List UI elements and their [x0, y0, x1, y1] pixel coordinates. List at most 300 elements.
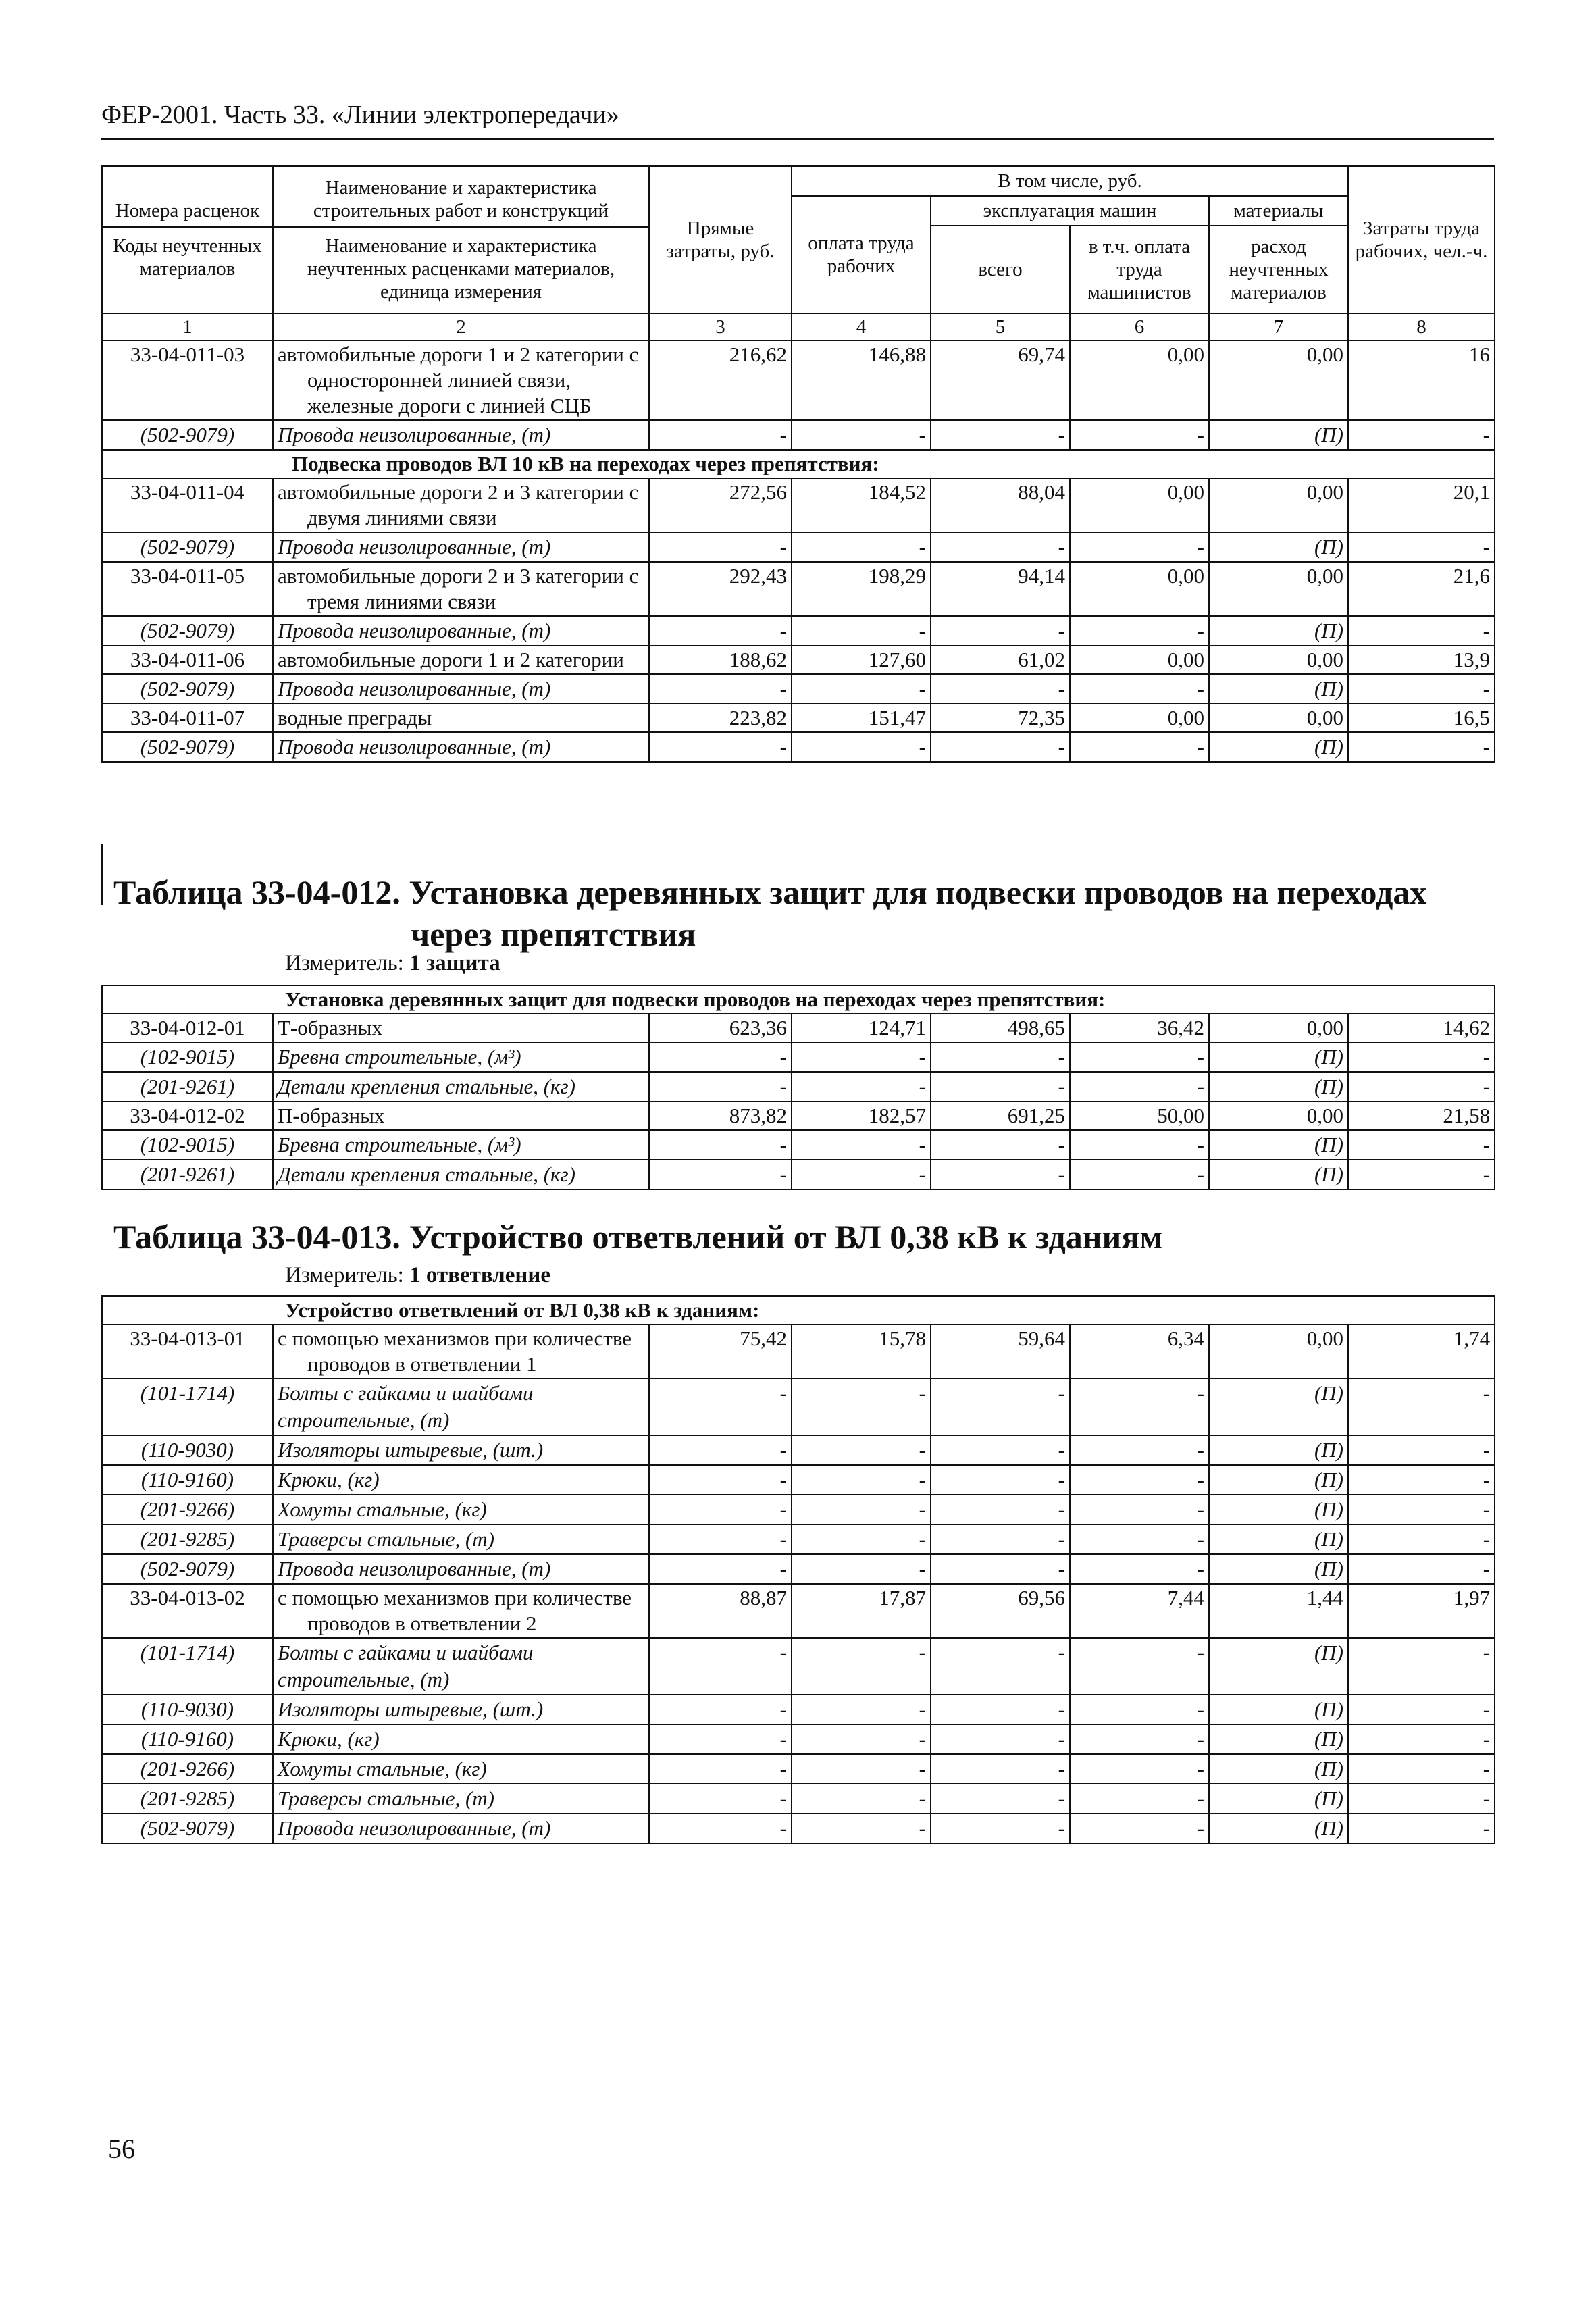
material-value: - — [1070, 616, 1209, 646]
material-name: Провода неизолированные, (т) — [273, 1814, 649, 1843]
operator-pay: 7,44 — [1070, 1584, 1209, 1638]
rate-name — [273, 1102, 649, 1130]
material-code: (110-9030) — [102, 1695, 273, 1724]
material-value: - — [1348, 1465, 1495, 1495]
material-value: - — [1348, 1784, 1495, 1814]
operator-pay: 36,42 — [1070, 1014, 1209, 1042]
material-value: (П) — [1209, 1724, 1348, 1754]
material-row — [102, 1695, 1495, 1724]
material-code: (110-9160) — [102, 1724, 273, 1754]
material-value: - — [649, 1724, 792, 1754]
material-value: - — [649, 1814, 792, 1843]
material-value: - — [649, 1524, 792, 1554]
material-value: - — [931, 1754, 1070, 1784]
material-value: - — [931, 732, 1070, 762]
table-013-title: Таблица 33-04-013. Устройство ответвлений от ВЛ 0,38 кВ к зданиям — [113, 1218, 1163, 1256]
material-name: Крюки, (кг) — [273, 1465, 649, 1495]
material-value: - — [649, 420, 792, 450]
section-title: Установка деревянных защит для подвески проводов на переходах через препятствия: — [102, 985, 1495, 1014]
material-value: - — [1348, 1435, 1495, 1465]
material-value: - — [931, 1072, 1070, 1102]
labor-costs: 1,97 — [1348, 1584, 1495, 1638]
material-value: - — [649, 1130, 792, 1160]
operator-pay: 0,00 — [1070, 562, 1209, 616]
machines-total: 94,14 — [931, 562, 1070, 616]
material-name: Траверсы стальные, (т) — [273, 1784, 649, 1814]
col-header-works-label: Наименование и характеристика строительных работ и конструкций — [274, 176, 648, 228]
direct-costs: 216,62 — [649, 340, 792, 420]
rate-name — [273, 704, 649, 732]
material-value: (П) — [1209, 1130, 1348, 1160]
material-value: - — [792, 1638, 931, 1695]
table-012-title-line2: через препятствия — [411, 915, 696, 953]
material-value: (П) — [1209, 1524, 1348, 1554]
rates-table-013 — [101, 1295, 1495, 1844]
material-value: - — [1348, 1554, 1495, 1584]
col-number: 2 — [273, 313, 649, 340]
material-value: (П) — [1209, 732, 1348, 762]
material-name: Изоляторы штыревые, (шт.) — [273, 1435, 649, 1465]
material-value: - — [1070, 532, 1209, 562]
worker-pay: 127,60 — [792, 646, 931, 674]
material-name: Крюки, (кг) — [273, 1724, 649, 1754]
col-number: 7 — [1209, 313, 1348, 340]
material-value: - — [1348, 1814, 1495, 1843]
col-header-codes — [102, 166, 273, 313]
material-consumption: 0,00 — [1209, 1014, 1348, 1042]
material-value: - — [649, 616, 792, 646]
labor-costs: 16 — [1348, 340, 1495, 420]
material-value: (П) — [1209, 1072, 1348, 1102]
col-header-materials-names-label: Наименование и характеристика неучтенных расценками материалов, единица измерения — [307, 235, 615, 303]
material-value: - — [792, 1754, 931, 1784]
material-row — [102, 1814, 1495, 1843]
rate-name-text: автомобильные дороги 1 и 2 категории — [278, 648, 624, 671]
table-012-title-line1: Таблица 33-04-012. Установка деревянных защит для подвески проводов на переходах — [113, 873, 1427, 911]
machines-total: 61,02 — [931, 646, 1070, 674]
rate-code: 33-04-013-01 — [102, 1325, 273, 1379]
page-number: 56 — [108, 2134, 135, 2164]
material-value: - — [1070, 1724, 1209, 1754]
worker-pay: 146,88 — [792, 340, 931, 420]
material-value: - — [649, 1072, 792, 1102]
col-header-including-group: В том числе, руб. — [792, 166, 1348, 196]
material-value: - — [649, 1784, 792, 1814]
materials-group — [102, 1638, 1495, 1843]
section-title: Устройство ответвлений от ВЛ 0,38 кВ к зданиям: — [102, 1296, 1495, 1325]
material-value: - — [1070, 1814, 1209, 1843]
material-value: - — [1348, 1072, 1495, 1102]
material-value: (П) — [1209, 616, 1348, 646]
material-value: (П) — [1209, 1495, 1348, 1524]
rate-code: 33-04-012-01 — [102, 1014, 273, 1042]
material-row — [102, 1435, 1495, 1465]
material-value: - — [792, 674, 931, 704]
col-header-materials: материалы — [1209, 196, 1348, 226]
material-value: - — [1348, 1724, 1495, 1754]
material-value: - — [1070, 1524, 1209, 1554]
material-row — [102, 1495, 1495, 1524]
material-value: - — [1348, 1638, 1495, 1695]
rate-name-text: П-образных — [278, 1104, 385, 1127]
table-row — [102, 340, 1495, 420]
material-code: (110-9160) — [102, 1465, 273, 1495]
rate-name-text: с помощью механизмов при количестве проводов в ответвлении 2 — [278, 1586, 632, 1635]
labor-costs: 20,1 — [1348, 478, 1495, 532]
material-name: Изоляторы штыревые, (шт.) — [273, 1695, 649, 1724]
col-header-worker-pay: оплата труда рабочих — [792, 196, 931, 313]
rate-name-text: автомобильные дороги 2 и 3 категории с двумя линиями связи — [278, 480, 639, 530]
material-code: (101-1714) — [102, 1379, 273, 1435]
rates-table-012 — [101, 985, 1495, 1190]
material-value: - — [1070, 1638, 1209, 1695]
rate-code: 33-04-011-05 — [102, 562, 273, 616]
material-row — [102, 1638, 1495, 1695]
material-value: - — [931, 1495, 1070, 1524]
measure-value: 1 защита — [409, 951, 500, 975]
material-value: - — [1070, 1465, 1209, 1495]
rate-code: 33-04-011-06 — [102, 646, 273, 674]
col-number: 3 — [649, 313, 792, 340]
section-row — [102, 1296, 1495, 1325]
operator-pay: 0,00 — [1070, 646, 1209, 674]
material-code: (502-9079) — [102, 1814, 273, 1843]
material-code: (502-9079) — [102, 616, 273, 646]
material-value: - — [792, 1524, 931, 1554]
material-value: (П) — [1209, 1784, 1348, 1814]
material-value: - — [792, 616, 931, 646]
material-name: Провода неизолированные, (т) — [273, 674, 649, 704]
material-value: - — [649, 1465, 792, 1495]
material-value: - — [931, 1724, 1070, 1754]
col-number: 8 — [1348, 313, 1495, 340]
material-code: (502-9079) — [102, 1554, 273, 1584]
rate-name-text: с помощью механизмов при количестве проводов в ответвлении 1 — [278, 1327, 632, 1376]
material-value: - — [792, 1554, 931, 1584]
col-number: 4 — [792, 313, 931, 340]
table-012-title — [113, 871, 1426, 955]
rate-name — [273, 478, 649, 532]
material-value: - — [792, 1814, 931, 1843]
material-value: - — [1348, 1042, 1495, 1072]
material-name: Болты с гайками и шайбами строительные, (т) — [273, 1638, 649, 1695]
material-value: - — [931, 1042, 1070, 1072]
material-name: Траверсы стальные, (т) — [273, 1524, 649, 1554]
table-row — [102, 1584, 1495, 1638]
material-value: - — [649, 1042, 792, 1072]
worker-pay: 184,52 — [792, 478, 931, 532]
material-value: - — [649, 1695, 792, 1724]
material-value: - — [931, 1638, 1070, 1695]
material-value: - — [792, 1379, 931, 1435]
section-row — [102, 450, 1495, 478]
col-header-direct-costs: Прямые затраты, руб. — [649, 166, 792, 313]
material-value: - — [1070, 674, 1209, 704]
section-title: Подвеска проводов ВЛ 10 кВ на переходах через препятствия: — [102, 450, 1495, 478]
rate-name — [273, 562, 649, 616]
material-consumption: 0,00 — [1209, 1102, 1348, 1130]
material-value: - — [649, 674, 792, 704]
material-name: Детали крепления стальные, (кг) — [273, 1160, 649, 1189]
operator-pay: 0,00 — [1070, 704, 1209, 732]
material-value: - — [1348, 1695, 1495, 1724]
machines-total: 691,25 — [931, 1102, 1070, 1130]
material-value: (П) — [1209, 1814, 1348, 1843]
column-numbers-row — [102, 313, 1495, 340]
material-code: (101-1714) — [102, 1638, 273, 1695]
material-consumption: 1,44 — [1209, 1584, 1348, 1638]
material-value: - — [1070, 1754, 1209, 1784]
material-value: - — [792, 1042, 931, 1072]
material-value: (П) — [1209, 1042, 1348, 1072]
material-value: - — [931, 420, 1070, 450]
rate-name — [273, 646, 649, 674]
material-value: - — [1348, 1160, 1495, 1189]
material-value: - — [1348, 420, 1495, 450]
material-code: (102-9015) — [102, 1130, 273, 1160]
material-consumption: 0,00 — [1209, 562, 1348, 616]
worker-pay: 124,71 — [792, 1014, 931, 1042]
material-value: - — [1070, 1495, 1209, 1524]
direct-costs: 75,42 — [649, 1325, 792, 1379]
col-header-names — [273, 166, 649, 313]
material-code: (102-9015) — [102, 1042, 273, 1072]
col-header-machines-total: всего — [931, 226, 1070, 313]
material-row — [102, 1465, 1495, 1495]
material-value: - — [1348, 674, 1495, 704]
material-value: - — [1348, 1754, 1495, 1784]
machines-total: 72,35 — [931, 704, 1070, 732]
material-value: - — [931, 1814, 1070, 1843]
material-value: - — [1070, 420, 1209, 450]
table-row — [102, 1102, 1495, 1130]
material-name: Бревна строительные, (м³) — [273, 1130, 649, 1160]
material-value: - — [792, 1465, 931, 1495]
material-row — [102, 1042, 1495, 1072]
table-013-measure — [285, 1263, 550, 1288]
operator-pay: 6,34 — [1070, 1325, 1209, 1379]
material-code: (110-9030) — [102, 1435, 273, 1465]
rate-name-text: автомобильные дороги 1 и 2 категории с односторонней линией связи, железные дороги с линией СЦБ — [278, 342, 639, 417]
material-name: Хомуты стальные, (кг) — [273, 1495, 649, 1524]
material-value: - — [1070, 1042, 1209, 1072]
measure-label: Измеритель: — [285, 1263, 404, 1287]
labor-costs: 13,9 — [1348, 646, 1495, 674]
material-consumption: 0,00 — [1209, 478, 1348, 532]
material-value: - — [1348, 616, 1495, 646]
material-value: - — [649, 1435, 792, 1465]
material-value: (П) — [1209, 674, 1348, 704]
direct-costs: 292,43 — [649, 562, 792, 616]
material-value: - — [1348, 1379, 1495, 1435]
material-value: (П) — [1209, 1638, 1348, 1695]
material-value: - — [931, 1524, 1070, 1554]
material-value: (П) — [1209, 420, 1348, 450]
worker-pay: 15,78 — [792, 1325, 931, 1379]
header-rule — [101, 138, 1494, 140]
material-value: - — [931, 1435, 1070, 1465]
material-value: (П) — [1209, 1379, 1348, 1435]
material-value: - — [1070, 1130, 1209, 1160]
table-row — [102, 646, 1495, 674]
material-value: - — [931, 616, 1070, 646]
material-value: - — [931, 1695, 1070, 1724]
material-name: Болты с гайками и шайбами строительные, (т) — [273, 1379, 649, 1435]
material-code: (502-9079) — [102, 532, 273, 562]
section-row — [102, 985, 1495, 1014]
col-header-material-consumption: расход неучтенных материалов — [1209, 226, 1348, 313]
machines-total: 88,04 — [931, 478, 1070, 532]
operator-pay: 50,00 — [1070, 1102, 1209, 1130]
material-name: Бревна строительные, (м³) — [273, 1042, 649, 1072]
material-row — [102, 616, 1495, 646]
material-code: (201-9266) — [102, 1754, 273, 1784]
material-value: - — [1070, 1072, 1209, 1102]
material-value: - — [931, 1379, 1070, 1435]
material-name: Детали крепления стальные, (кг) — [273, 1072, 649, 1102]
material-code: (502-9079) — [102, 420, 273, 450]
material-value: - — [792, 1072, 931, 1102]
material-value: - — [931, 1554, 1070, 1584]
material-value: - — [649, 1379, 792, 1435]
material-value: - — [792, 1435, 931, 1465]
material-name: Провода неизолированные, (т) — [273, 616, 649, 646]
rate-code: 33-04-011-04 — [102, 478, 273, 532]
col-number: 5 — [931, 313, 1070, 340]
operator-pay: 0,00 — [1070, 478, 1209, 532]
page-header: ФЕР-2001. Часть 33. «Линии электропередачи» — [101, 101, 619, 129]
table-row — [102, 562, 1495, 616]
col-header-machines: эксплуатация машин — [931, 196, 1209, 226]
machines-total: 69,56 — [931, 1584, 1070, 1638]
worker-pay: 198,29 — [792, 562, 931, 616]
material-value: - — [792, 1495, 931, 1524]
material-value: - — [792, 420, 931, 450]
material-value: - — [1070, 1379, 1209, 1435]
material-name: Провода неизолированные, (т) — [273, 732, 649, 762]
material-consumption: 0,00 — [1209, 704, 1348, 732]
material-value: (П) — [1209, 1754, 1348, 1784]
material-row — [102, 1784, 1495, 1814]
material-code: (201-9266) — [102, 1495, 273, 1524]
material-row — [102, 1754, 1495, 1784]
direct-costs: 88,87 — [649, 1584, 792, 1638]
material-value: - — [792, 1160, 931, 1189]
table-row — [102, 1014, 1495, 1042]
material-value: - — [792, 1724, 931, 1754]
material-value: - — [931, 674, 1070, 704]
rate-name — [273, 340, 649, 420]
material-row — [102, 1379, 1495, 1435]
rate-code: 33-04-011-03 — [102, 340, 273, 420]
table-row — [102, 1325, 1495, 1379]
rate-code: 33-04-012-02 — [102, 1102, 273, 1130]
rates-table-011 — [101, 165, 1495, 763]
material-row — [102, 732, 1495, 762]
material-value: - — [931, 1784, 1070, 1814]
material-value: - — [1348, 1495, 1495, 1524]
material-value: - — [649, 732, 792, 762]
rate-name-text: Т-образных — [278, 1016, 382, 1039]
material-name: Провода неизолированные, (т) — [273, 420, 649, 450]
material-value: - — [792, 1130, 931, 1160]
material-value: - — [931, 1465, 1070, 1495]
rate-name — [273, 1584, 649, 1638]
material-value: (П) — [1209, 1695, 1348, 1724]
material-value: (П) — [1209, 1160, 1348, 1189]
material-consumption: 0,00 — [1209, 340, 1348, 420]
material-value: (П) — [1209, 1554, 1348, 1584]
material-value: - — [1070, 1160, 1209, 1189]
material-value: - — [649, 1495, 792, 1524]
machines-total: 498,65 — [931, 1014, 1070, 1042]
material-row — [102, 1130, 1495, 1160]
material-row — [102, 420, 1495, 450]
material-value: - — [1348, 532, 1495, 562]
material-value: - — [649, 1754, 792, 1784]
table-012-measure — [285, 951, 500, 976]
labor-costs: 14,62 — [1348, 1014, 1495, 1042]
material-value: - — [649, 1554, 792, 1584]
rate-code: 33-04-011-07 — [102, 704, 273, 732]
material-consumption: 0,00 — [1209, 1325, 1348, 1379]
col-number: 6 — [1070, 313, 1209, 340]
material-value: (П) — [1209, 532, 1348, 562]
material-value: - — [792, 532, 931, 562]
material-value: - — [792, 1784, 931, 1814]
material-value: - — [792, 1695, 931, 1724]
material-value: - — [1070, 732, 1209, 762]
material-value: - — [1348, 1524, 1495, 1554]
worker-pay: 17,87 — [792, 1584, 931, 1638]
material-name: Хомуты стальные, (кг) — [273, 1754, 649, 1784]
material-value: - — [931, 532, 1070, 562]
machines-total: 59,64 — [931, 1325, 1070, 1379]
direct-costs: 188,62 — [649, 646, 792, 674]
col-header-operator-pay: в т.ч. оплата труда машинистов — [1070, 226, 1209, 313]
material-code: (502-9079) — [102, 674, 273, 704]
measure-label: Измеритель: — [285, 951, 404, 975]
machines-total: 69,74 — [931, 340, 1070, 420]
material-consumption: 0,00 — [1209, 646, 1348, 674]
col-header-labor-costs: Затраты труда рабочих, чел.-ч. — [1348, 166, 1495, 313]
material-code: (201-9285) — [102, 1784, 273, 1814]
material-row — [102, 532, 1495, 562]
col-number: 1 — [102, 313, 273, 340]
material-name: Провода неизолированные, (т) — [273, 1554, 649, 1584]
material-value: - — [1070, 1435, 1209, 1465]
materials-group — [102, 1379, 1495, 1584]
material-row — [102, 1554, 1495, 1584]
material-value: (П) — [1209, 1465, 1348, 1495]
material-row — [102, 674, 1495, 704]
worker-pay: 151,47 — [792, 704, 931, 732]
material-value: - — [649, 1160, 792, 1189]
rate-name — [273, 1014, 649, 1042]
direct-costs: 623,36 — [649, 1014, 792, 1042]
rate-name — [273, 1325, 649, 1379]
material-value: - — [1070, 1554, 1209, 1584]
table-row — [102, 704, 1495, 732]
labor-costs: 16,5 — [1348, 704, 1495, 732]
rate-name-text: автомобильные дороги 2 и 3 категории с тремя линиями связи — [278, 564, 639, 613]
material-row — [102, 1724, 1495, 1754]
material-code: (502-9079) — [102, 732, 273, 762]
material-value: - — [1348, 1130, 1495, 1160]
operator-pay: 0,00 — [1070, 340, 1209, 420]
material-name: Провода неизолированные, (т) — [273, 532, 649, 562]
rate-code: 33-04-013-02 — [102, 1584, 273, 1638]
